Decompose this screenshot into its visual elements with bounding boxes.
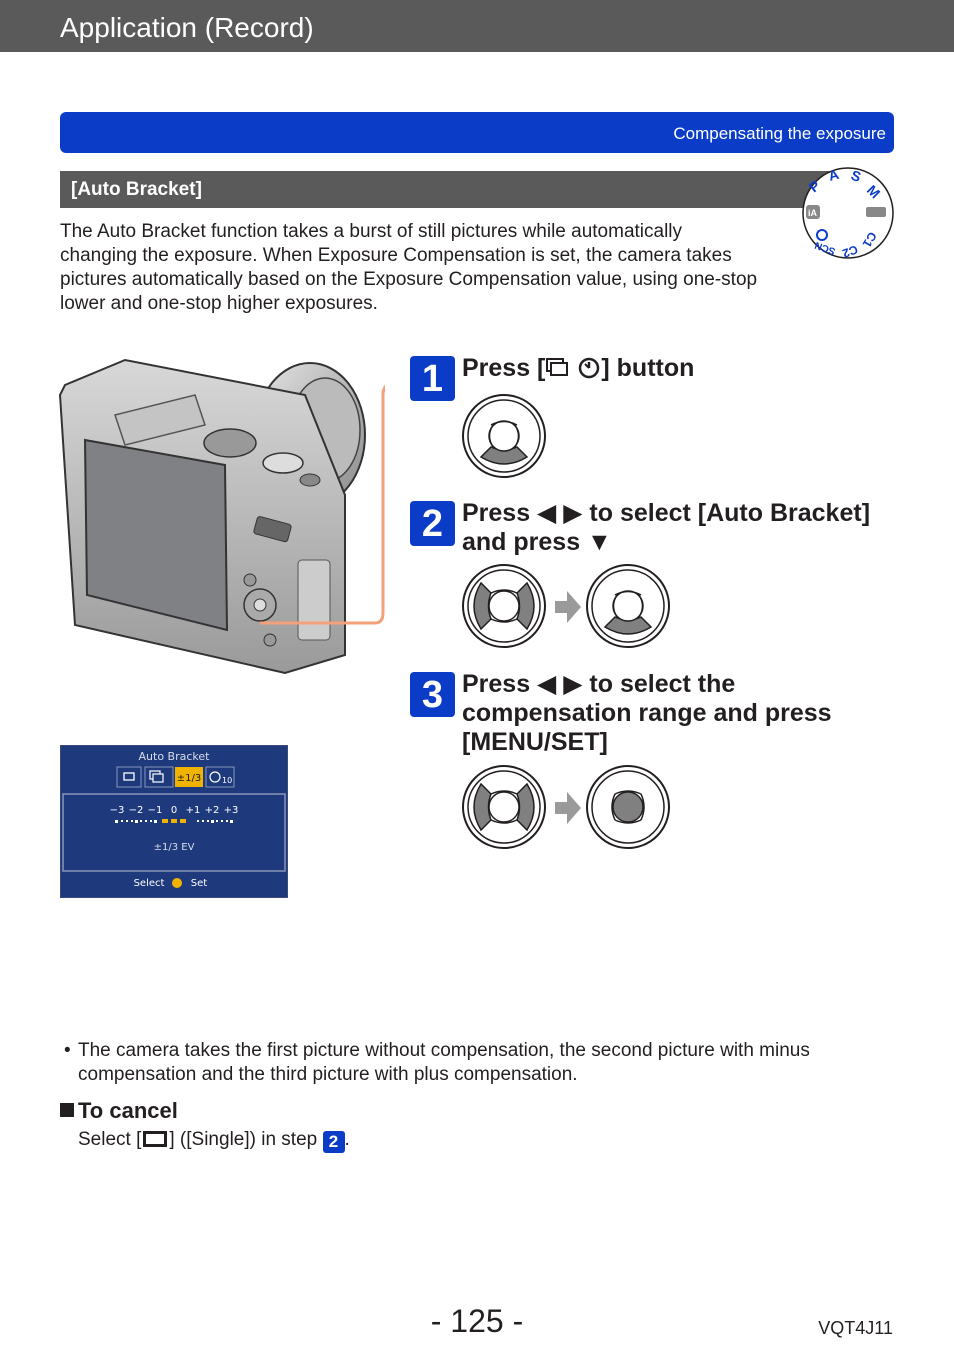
camera-illustration [55,355,385,675]
step-heading-prefix: Press [ [462,354,546,382]
burst-icon [545,355,601,379]
cancel-text [78,1128,350,1153]
cursor-pad-left-right-icon [461,563,547,649]
cursor-pad-left-right-icon [461,764,547,850]
scale-label: −2 [128,805,144,816]
dial-letter-c1: C1 [859,229,880,250]
section-header [60,171,835,208]
screen-title: Auto Bracket [138,750,210,763]
screen-timer: 10 [222,776,233,785]
cancel-heading [60,1098,178,1124]
section-title: [Auto Bracket] [71,179,202,200]
cursor-pad-center-icon [585,764,671,850]
scale-label: +1 [185,805,201,816]
dial-letter-m: M [863,181,884,202]
scale-label: +2 [204,805,220,816]
cursor-pad-down-icon [585,563,671,649]
square-bullet-icon [60,1103,74,1117]
document-code: VQT4J11 [818,1318,893,1338]
dial-letter-ia: iA [808,208,817,218]
scale-label: 0 [170,805,178,816]
single-frame-icon [143,1131,167,1147]
dial-letter-scn: SCN [813,238,838,257]
arrow-right-icon [553,788,583,828]
dial-letter-a: A [826,165,841,184]
intro-paragraph: The Auto Bracket function takes a burst of still pictures while automatically changing the exposure. When Exposure Compensation is set, the camera takes pictures automatically based on the Exposure Compensation value, using one-stop lower and one-stop higher exposures. [60,221,758,314]
cancel-text-before: Select [ [78,1129,142,1150]
lcd-screen [60,745,288,898]
scale-label: +3 [223,805,239,816]
bullet-dot: • [64,1040,71,1061]
dial-letter-s: S [848,166,864,186]
scale-label: −3 [109,805,125,816]
scale-label: −1 [147,805,163,816]
step-number: 2 [410,501,455,546]
header-bar [0,0,954,52]
step-number: 1 [410,356,455,401]
header-title: Application (Record) [60,12,314,43]
breadcrumb-bar [60,112,894,153]
step-number: 3 [410,672,455,717]
page-number: - 125 - [430,1303,524,1339]
screen-value: ±1/3 EV [153,842,195,853]
breadcrumb[interactable]: Compensating the exposure [673,124,886,143]
step-heading: Press ◀ ▶ to select [Auto Bracket] and press ▼ [462,499,871,556]
dial-letter-p: P [805,177,824,196]
note-text: The camera takes the first picture without compensation, the second picture with minus compensation and the third picture with plus compensation. [78,1040,810,1085]
screen-selected: ±1/3 [176,773,202,784]
cancel-text-after: . [344,1129,350,1150]
step-heading [462,354,902,383]
arrow-right-icon [553,587,583,627]
step-ref-badge[interactable]: 2 [323,1131,345,1153]
cancel-text-middle: ] ([Single]) in step [169,1129,318,1150]
cursor-pad-down-icon [461,393,547,479]
cancel-title: To cancel [78,1098,178,1123]
mode-dial-icon [800,165,896,261]
screen-footer-set: Set [190,878,208,889]
dial-letter-c2: C2 [840,242,860,261]
screen-footer-select: Select [133,878,165,889]
step-heading: Press ◀ ▶ to select the compensation range and press [MENU/SET] [462,670,832,756]
step-heading-suffix: ] button [601,354,695,382]
